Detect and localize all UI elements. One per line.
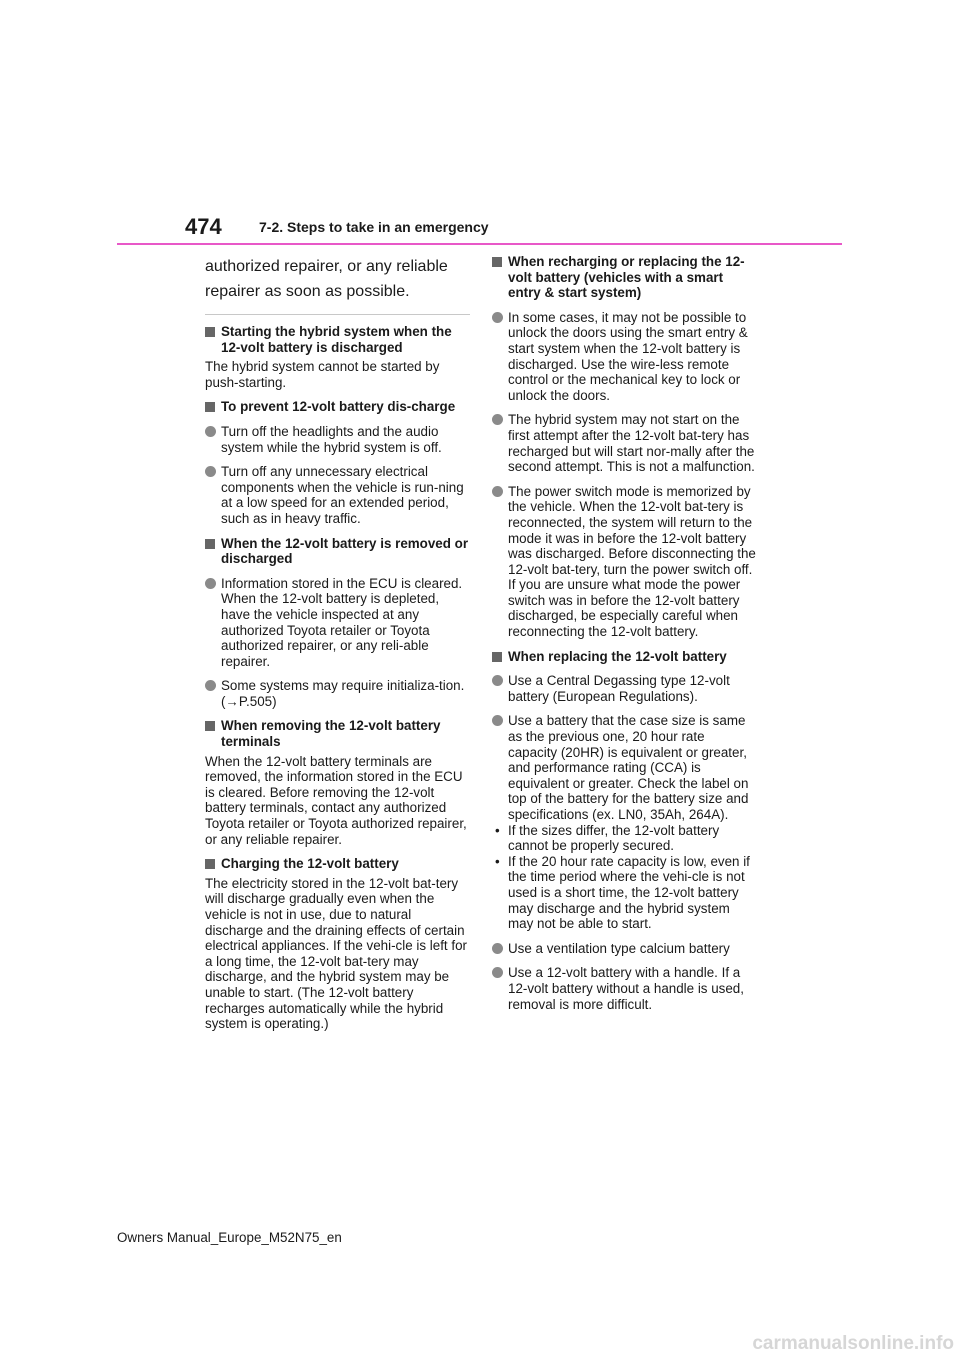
sub-bullet-icon: • [495, 853, 500, 869]
square-bullet-icon [492, 652, 502, 662]
square-bullet-icon [205, 721, 215, 731]
circle-bullet-icon [492, 967, 503, 978]
page-number: 474 [185, 214, 222, 239]
section-heading: Charging the 12-volt battery [205, 856, 470, 872]
sub-list [492, 823, 756, 932]
list-item: Some systems may require initializa-tion. (→P.505) [205, 678, 470, 709]
square-bullet-icon [205, 539, 215, 549]
circle-bullet-icon [492, 414, 503, 425]
left-column [205, 254, 470, 1032]
circle-bullet-icon [205, 578, 216, 589]
list-item: The hybrid system may not start on the first attempt after the 12-volt bat-tery has recharged but will start nor-mally after the second attempt. This is not a malfunction. [492, 412, 756, 474]
section-heading: To prevent 12-volt battery dis-charge [205, 399, 470, 415]
square-bullet-icon [205, 402, 215, 412]
square-bullet-icon [492, 257, 502, 267]
list-item: Turn off any unnecessary electrical components when the vehicle is run-ning at a low speed for an extended period, such as in heavy traffic. [205, 464, 470, 526]
watermark[interactable]: carmanualsonline.info [752, 1333, 954, 1354]
list-item: Use a Central Degassing type 12-volt battery (European Regulations). [492, 673, 756, 704]
circle-bullet-icon [205, 680, 216, 691]
list-item: Use a ventilation type calcium battery [492, 941, 756, 957]
list-item: Use a battery that the case size is same as the previous one, 20 hour rate capacity (20HR) is equivalent or greater, and performance rating (CCA) is equivalent or greater. Check the label on top of the battery for the battery size and specifications (ex. LN0, 35Ah, 264A). • If the sizes differ, the 12-volt battery cannot be properly secured. • If the 20 hour rate capacity is low, even if the time period where the vehi-cle is not used is a short time, the 12-volt battery may discharge and the hybrid system may not be able to start. [492, 713, 756, 931]
circle-bullet-icon [492, 486, 503, 497]
section-heading: Starting the hybrid system when the 12-volt battery is discharged [205, 324, 470, 355]
square-bullet-icon [205, 327, 215, 337]
paragraph: When the 12-volt battery terminals are removed, the information stored in the ECU is cleared. Before removing the 12-volt battery terminals, contact any authorized Toyota retailer or Toyota authorized repairer, or any reliable repairer. [205, 753, 467, 847]
section-heading: When replacing the 12-volt battery [492, 649, 756, 665]
paragraph: The electricity stored in the 12-volt bat-tery will discharge gradually even when the vehicle is not in use, due to natural discharge and the draining effects of certain electrical appliances. If the vehi-cle is left for a long time, the 12-volt bat-tery may discharge, and the hybrid system may be unable to start. (The 12-volt battery recharges automatically while the hybrid system is operating.) [205, 875, 467, 1032]
section-heading: When removing the 12-volt battery terminals [205, 718, 470, 749]
header-divider [117, 243, 842, 245]
section-divider [205, 314, 470, 315]
circle-bullet-icon [205, 466, 216, 477]
document-id: Owners Manual_Europe_M52N75_en [117, 1230, 342, 1245]
list-item: In some cases, it may not be possible to unlock the doors using the smart entry & start system when the 12-volt battery is discharged. Use the wire-less remote control or the mechanical key to lock or unlock the doors. [492, 310, 756, 404]
section-title: 7-2. Steps to take in an emergency [259, 219, 489, 235]
right-column [492, 254, 756, 1012]
section-heading: When recharging or replacing the 12-volt battery (vehicles with a smart entry & start system) [492, 254, 756, 301]
list-item: Information stored in the ECU is cleared. When the 12-volt battery is depleted, have the vehicle inspected at any authorized Toyota retailer or Toyota authorized repairer, or any reli-able repairer. [205, 576, 470, 670]
square-bullet-icon [205, 859, 215, 869]
circle-bullet-icon [492, 715, 503, 726]
circle-bullet-icon [492, 312, 503, 323]
sub-bullet-icon: • [495, 822, 500, 838]
circle-bullet-icon [492, 943, 503, 954]
section-heading: When the 12-volt battery is removed or discharged [205, 536, 470, 567]
continued-text: authorized repairer, or any reliable repairer as soon as possible. [205, 258, 448, 300]
circle-bullet-icon [205, 426, 216, 437]
list-item: The power switch mode is memorized by the vehicle. When the 12-volt bat-tery is reconnected, the system will return to the mode it was in before the 12-volt battery was discharged. Before disconnecting the 12-volt bat-tery, turn the power switch off. If you are unsure what mode the power switch was in before the 12-volt battery discharged, be especially careful when reconnecting the 12-volt battery. [492, 484, 756, 640]
list-item: Turn off the headlights and the audio system while the hybrid system is off. [205, 424, 470, 455]
sub-list-item: • If the 20 hour rate capacity is low, even if the time period where the vehi-cle is not used is a short time, the 12-volt battery may discharge and the hybrid system may not be able to start. [495, 853, 750, 932]
circle-bullet-icon [492, 675, 503, 686]
paragraph: The hybrid system cannot be started by push-starting. [205, 359, 440, 390]
sub-list-item: • If the sizes differ, the 12-volt battery cannot be properly secured. [495, 822, 720, 854]
list-item: Use a 12-volt battery with a handle. If a 12-volt battery without a handle is used, removal is more difficult. [492, 965, 756, 1012]
